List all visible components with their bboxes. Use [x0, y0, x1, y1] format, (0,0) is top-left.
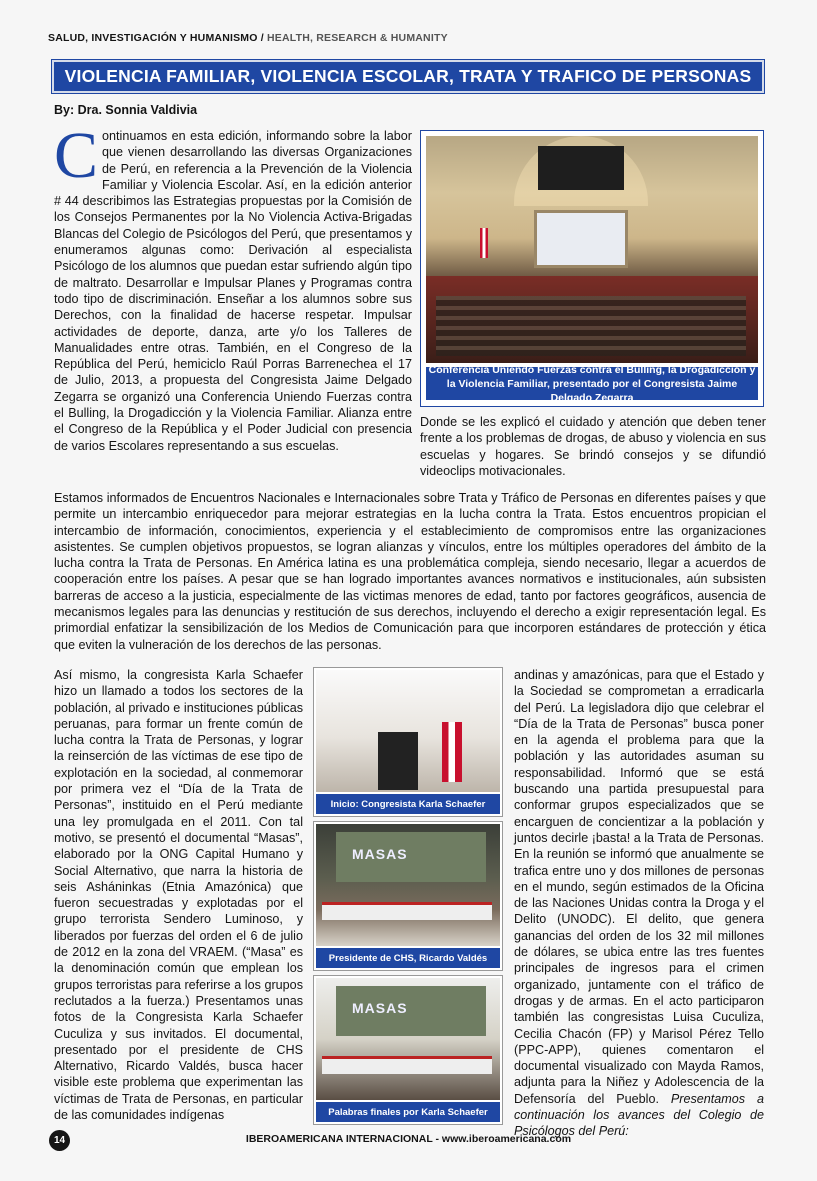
byline: By: Dra. Sonnia Valdivia: [54, 103, 198, 117]
photo-valdes: [313, 821, 503, 971]
full-width-paragraph: Estamos informados de Encuentros Nacionales e Internacionales sobre Trata y Tráfico de Personas en diferentes países y que permite un intercambio enriquecedor para mejorar estrategias en la lucha contra la Trata. Estos encuentros propician el intercambio de información, conocimientos, experiencia y el establecimiento de compromisos entre las organizaciones asistentes. Se cumplen objetivos propuestos, se logran alianzas y vínculos, entre los múltiples operadores del ámbito de la lucha contra la Trata de Personas. En América latina es una problemática compleja, siendo necesario, llegar a acuerdos de cooperación entre los países. A pesar que se han logrado importantes avances normativos e institucionales, aún subsisten barreras de acceso a la justicia, especialmente de las victimas menores de edad, tanto por factores geográficos, ausencia de mecanismos legales para las denuncias y restitución de sus derechos, incluyendo el derecho a exigir representación legal. Es primordial enfatizar la sensibilización de los Medios de Comunicación para que incorporen estándares de protección y ética que eviten la vulneración de los derechos de las personas.: [54, 491, 766, 652]
congress-hall-photo: [426, 136, 758, 363]
section-separator: /: [257, 32, 267, 44]
peru-flag-icon: [480, 228, 488, 258]
section-header: [48, 32, 448, 44]
right-column-text: andinas y amazónicas, para que el Estado y la Sociedad se comprometan a erradicarla del Perú. La legisladora dijo que celebrar el “Día de la Trata de Personas” busca poner en la agenda el problema para que la población y las autoridades asuman su responsabilidad. Informó que se está buscando una partida presupuestal para conformar grupos especializados que se encarguen de concientizar a la población y juntos decirle ¡basta! a la Trata de Personas. En la reunión se informó que anualmente se trafica entre uno y dos millones de personas en el mundo, según estimados de la Oficina de las Naciones Unidas contra la Droga y el Delito (UNODC). El delito, que genera ganancias del orden de los 32 mil millones de dólares, se ubica entre las tres fuentes principales de ingresos para el crimen organizado, juntamente con el tráfico de drogas y de armas. En el acto participaron también las congresistas Luisa Cuculiza, Cecilia Chacón (FP) y Marisol Pérez Tello (PPC-APP), quienes comentaron el documental visualizado con Mayda Ramos, adjunta para la Niñez y Adolescencia de la Defensoría del Pueblo.: [514, 668, 764, 1106]
screen-text: MASAS: [336, 832, 486, 882]
intro-text: ontinuamos en esta edición, informando sobre la labor que vienen desarrollando las diversas Organizaciones de Perú, en referencia a la Prevención de la Violencia Familiar y Violencia Escolar. Así, en la edición anterior # 44 describimos las Estrategias propuestas por la Comisión de los Consejos Permanentes por la No Violencia Activa-Brigadas Blancas del Colegio de Psicólogos del Perú, que presentamos y enumeramos algunas como: Derivación al especialista Psicólogo de los alumnos que puedan estar sufriendo algún tipo de maltrato. Desarrollar e Impulsar Planes y Programas contra todo tipo de discriminación. Enseñar a los alumnos sobre sus Derechos, con la finalidad de hacerse respetar. Impulsar actividades de deporte, danza, arte y/o los Talleres de Manualidades entre otras. También, en el Congreso de la República del Perú, hemiciclo Raúl Porras Barrenechea el 17 de Julio, 2013, a propuesta del Congresista Jaime Delgado Zegarra se organizó una Conferencia Uniendo Fuerzas contra el Bulling, la Drogadicción y la Violencia Familiar. Alianza entre el Congreso de la República y el Poder Judicial con presencia de varios Escolares representando a sus escuelas.: [54, 129, 412, 453]
closing-italic-text: Presentamos a continuación los avances del Colegio de Psicólogos del Perú:: [514, 1091, 765, 1139]
column-right-bottom: [514, 667, 764, 1140]
column-intro: [54, 119, 412, 454]
photo-caption: Palabras finales por Karla Schaefer: [316, 1102, 500, 1122]
drop-cap: C: [54, 119, 99, 192]
main-photo-box: [420, 130, 764, 407]
main-photo-caption: Conferencia Uniendo Fuerzas contra el Bulling, la Drogadicción y la Violencia Familiar, presentado por el Congresista Jaime Delgado Zegarra: [426, 367, 758, 400]
screen-text: MASAS: [336, 986, 486, 1036]
photo-caption: Presidente de CHS, Ricardo Valdés: [316, 948, 500, 968]
section-title-en: HEALTH, RESEARCH & HUMANITY: [266, 32, 448, 44]
photo-image: [316, 670, 500, 792]
photo-schaefer-start: [313, 667, 503, 817]
photo-image: [316, 824, 500, 946]
page-number: 14: [49, 1130, 70, 1151]
article-title: VIOLENCIA FAMILIAR, VIOLENCIA ESCOLAR, TRATA Y TRAFICO DE PERSONAS: [52, 60, 764, 93]
footer-text: IBEROAMERICANA INTERNACIONAL - www.iberoamericana.com: [245, 1133, 572, 1145]
column-left-bottom: Así mismo, la congresista Karla Schaefer hizo un llamado a todos los sectores de la población, al privado e instituciones públicas peruanas, para formar un frente común de lucha contra la Trata de Personas, y lograr la reinserción de las víctimas de ese tipo de explotación en la sociedad, al conmemorar por primera vez el “Día de la Trata de Personas”, instituido en el Perú mediante una ley promulgada en el 2011. Con tal motivo, se presentó el documental “Masas”, elaborado por la ONG Capital Humano y Social Alternativo, que narra la historia de seis Asháninkas (Etnia Amazónica) que fueron secuestradas y explotadas por el grupo terrorista Sendero Luminoso, y liberados por fuerzas del orden el 6 de julio de 2012 en la zona del VRAEM. (“Masa” es la denominación común que emplean los grupos terroristas para referirse a los grupos reclutados a la fuerza.) Presentamos unas fotos de la Congresista Karla Schaefer Cuculiza y sus invitados. El documental, presentado por el presidente de CHS Alternativo, Ricardo Valdés, busca hacer visible este problema que experimentan las víctimas de Trata de Personas, en particular de las comunidades indígenas: [54, 668, 303, 1123]
section-title-es: SALUD, INVESTIGACIÓN Y HUMANISMO: [48, 32, 258, 44]
photo-caption: Inicio: Congresista Karla Schaefer: [316, 794, 500, 814]
peru-flag-icon: [442, 722, 462, 782]
photo-schaefer-closing: [313, 975, 503, 1125]
column-right-top: Donde se les explicó el cuidado y atención que deben tener frente a los problemas de drogas, de abuso y violencia en sus escuelas y hogares. Se brindó consejos y se difundió videoclips motivacionales.: [420, 415, 766, 478]
photo-image: [316, 978, 500, 1100]
